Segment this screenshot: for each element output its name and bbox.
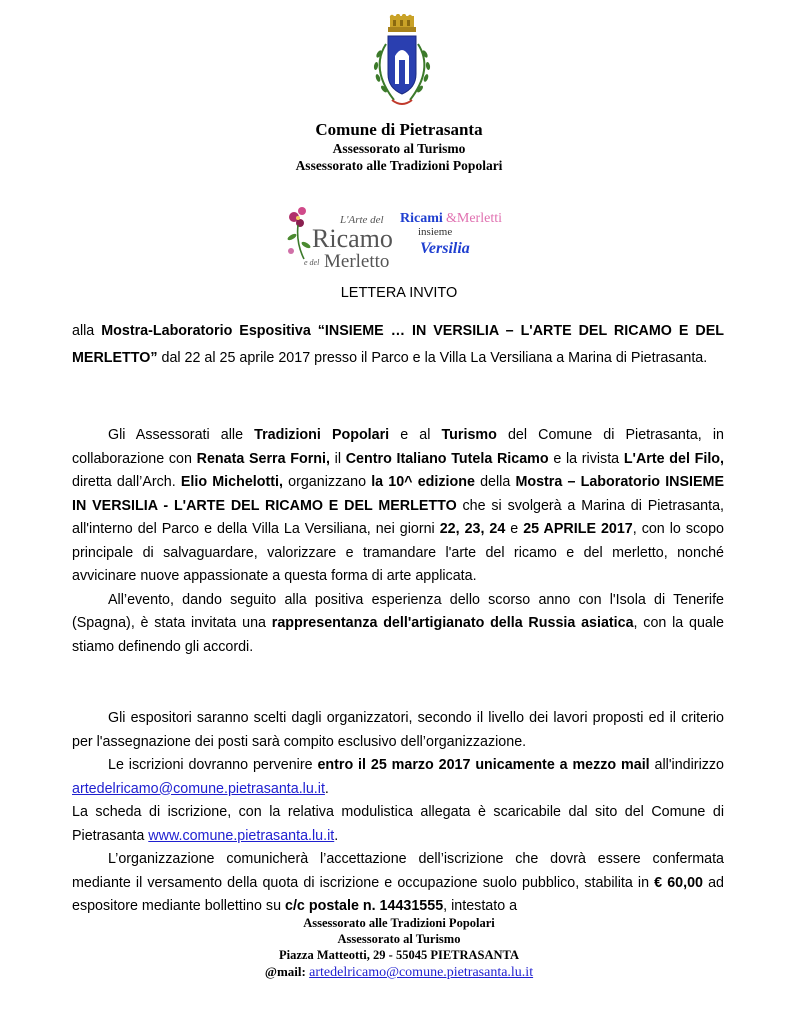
- paragraph-form: La scheda di iscrizione, con la relativa modulistica allegata è scaricabile dal sito del Comune di Pietrasanta www.comune.pietrasanta.lu.it.: [72, 804, 724, 844]
- footer-email-link[interactable]: artedelricamo@comune.pietrasanta.lu.it: [309, 965, 534, 980]
- website-link[interactable]: www.comune.pietrasanta.lu.it: [148, 827, 335, 844]
- logo2-line1a: Ricami: [400, 211, 443, 226]
- logo2-line2: insieme: [418, 226, 453, 238]
- logo1-line3: e del: [304, 258, 320, 267]
- email-link[interactable]: artedelricamo@comune.pietrasanta.lu.it: [72, 780, 325, 797]
- footer-line2: Assessorato al Turismo: [337, 932, 461, 946]
- assessorato-tradizioni: Assessorato alle Tradizioni Popolari: [295, 158, 503, 173]
- intro-paragraph: alla Mostra-Laboratorio Espositiva “INSIEME … IN VERSILIA – L'ARTE DEL RICAMO E DEL MERLETTO” dal 22 al 25 aprile 2017 presso il Parco e la Villa La Versiliana a Marina di Pietrasanta.: [72, 323, 724, 366]
- comune-title: Comune di Pietrasanta: [315, 120, 483, 139]
- coat-of-arms-icon: [364, 14, 440, 114]
- assessorato-turismo: Assessorato al Turismo: [332, 141, 466, 156]
- paragraph-deadline: Le iscrizioni dovranno pervenire entro il 25 marzo 2017 unicamente a mezzo mail all'indirizzo artedelricamo@comune.pietrasanta.lu.it.: [72, 757, 724, 797]
- footer-address: Piazza Matteotti, 29 - 55045 PIETRASANTA: [278, 948, 519, 962]
- registration-paragraphs: [72, 707, 724, 919]
- footer-line1: Assessorato alle Tradizioni Popolari: [303, 916, 495, 930]
- logo1-line2: Ricamo: [312, 224, 393, 253]
- paragraph-exhibitors: Gli espositori saranno scelti dagli organizzatori, secondo il livello dei lavori proposti ed il criterio per l'assegnazione dei posti sarà compito esclusivo dell’organizzazione.: [72, 710, 724, 750]
- paragraph-organizers: Gli Assessorati alle Tradizioni Popolari e al Turismo del Comune di Pietrasanta, in collaborazione con Renata Serra Forni, il Centro Italiano Tutela Ricamo e la rivista L'Arte del Filo, diretta dall’Arch. Elio Michelotti, organizzano la 10^ edizione della Mostra – Laboratorio INSIEME IN VERSILIA - L'ARTE DEL RICAMO E DEL MERLETTO che si svolgerà a Marina di Pietrasanta, all'interno del Parco e della Villa La Versiliana, nei giorni 22, 23, 24 e 25 APRILE 2017, con lo scopo principale di salvaguardare, valorizzare e tramandare l'arte del ricamo e del merletto, nonché avvicinare nuove appassionate a questa forma di arte applicata.: [72, 427, 725, 584]
- document-title: LETTERA INVITO: [340, 285, 458, 301]
- logo1-line1: L'Arte del: [340, 214, 384, 226]
- logo2-line1b: &Merletti: [446, 211, 502, 226]
- paragraph-payment: L’organizzazione comunicherà l’accettazione dell’iscrizione che dovrà essere confermata mediante il versamento della quota di iscrizione e occupazione suolo pubblico, stabilita in € 60,00 ad espositore mediante bollettino su c/c postale n. 14431555, intestato a: [72, 851, 725, 914]
- logo-ricami-merletti: [398, 207, 514, 263]
- main-paragraphs: [72, 424, 724, 659]
- footer-mail: @mail: artedelricamo@comune.pietrasanta.lu.it: [264, 964, 534, 980]
- embroidery-flower-icon: [287, 207, 312, 259]
- paragraph-russia: All’evento, dando seguito alla positiva esperienza dello scorso anno con l'Isola di Tenerife (Spagna), è stata invitata una rappresentanza dell'artigianato della Russia asiatica, con la quale stiamo definendo gli accordi.: [72, 591, 724, 655]
- logo-arte-ricamo: [282, 203, 402, 271]
- logo2-line3: Versilia: [420, 240, 470, 257]
- logo1-line4: Merletto: [324, 251, 390, 271]
